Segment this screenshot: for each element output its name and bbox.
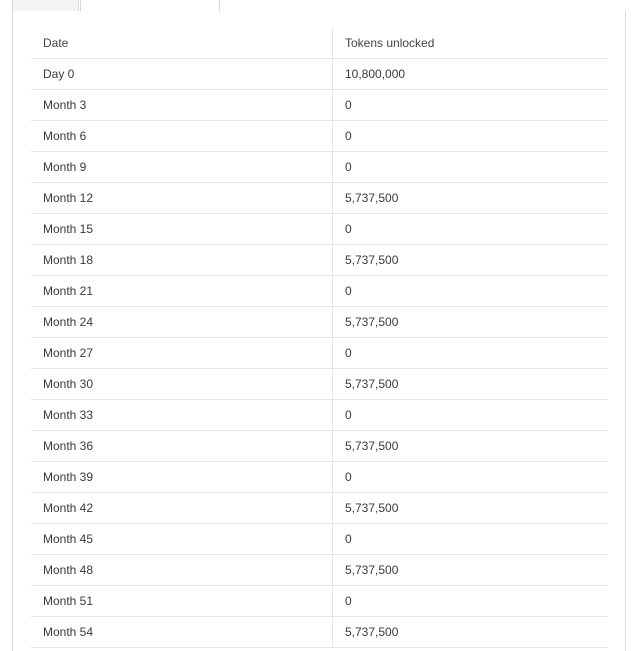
table-row bbox=[31, 214, 607, 245]
table-row bbox=[31, 555, 607, 586]
cell-tokens-unlocked: 5,737,500 bbox=[333, 245, 608, 276]
cell-date: Month 33 bbox=[31, 400, 333, 431]
cell-tokens-unlocked: 0 bbox=[333, 586, 608, 617]
table-header-row bbox=[31, 28, 607, 59]
cell-date: Month 51 bbox=[31, 586, 333, 617]
cell-tokens-unlocked: 5,737,500 bbox=[333, 493, 608, 524]
table-row bbox=[31, 462, 607, 493]
table-row bbox=[31, 431, 607, 462]
table-row bbox=[31, 369, 607, 400]
table-row bbox=[31, 276, 607, 307]
cell-date: Month 21 bbox=[31, 276, 333, 307]
cell-date: Month 9 bbox=[31, 152, 333, 183]
cell-date: Month 15 bbox=[31, 214, 333, 245]
table-row bbox=[31, 586, 607, 617]
cell-date: Month 48 bbox=[31, 555, 333, 586]
cell-date: Month 54 bbox=[31, 617, 333, 648]
cell-date: Month 12 bbox=[31, 183, 333, 214]
cell-tokens-unlocked: 5,737,500 bbox=[333, 617, 608, 648]
token-unlock-table bbox=[31, 28, 607, 648]
table-row bbox=[31, 59, 607, 90]
cell-date: Month 24 bbox=[31, 307, 333, 338]
cell-tokens-unlocked: 0 bbox=[333, 524, 608, 555]
cell-tokens-unlocked: 0 bbox=[333, 462, 608, 493]
table-row bbox=[31, 90, 607, 121]
cell-date: Month 27 bbox=[31, 338, 333, 369]
cell-tokens-unlocked: 5,737,500 bbox=[333, 369, 608, 400]
table-row bbox=[31, 493, 607, 524]
column-header-tokens-unlocked: Tokens unlocked bbox=[333, 28, 608, 59]
cell-tokens-unlocked: 0 bbox=[333, 90, 608, 121]
cell-date: Month 30 bbox=[31, 369, 333, 400]
cell-date: Month 39 bbox=[31, 462, 333, 493]
cell-date: Month 3 bbox=[31, 90, 333, 121]
cell-date: Month 18 bbox=[31, 245, 333, 276]
table-row bbox=[31, 121, 607, 152]
cell-tokens-unlocked: 0 bbox=[333, 400, 608, 431]
cell-date: Month 6 bbox=[31, 121, 333, 152]
table-row bbox=[31, 183, 607, 214]
cell-date: Month 45 bbox=[31, 524, 333, 555]
table-row bbox=[31, 245, 607, 276]
cell-tokens-unlocked: 0 bbox=[333, 276, 608, 307]
column-header-date: Date bbox=[31, 28, 333, 59]
table-row bbox=[31, 307, 607, 338]
cell-tokens-unlocked: 5,737,500 bbox=[333, 555, 608, 586]
cell-tokens-unlocked: 5,737,500 bbox=[333, 183, 608, 214]
table-row bbox=[31, 338, 607, 369]
cell-date: Day 0 bbox=[31, 59, 333, 90]
cell-date: Month 42 bbox=[31, 493, 333, 524]
cell-tokens-unlocked: 0 bbox=[333, 214, 608, 245]
table-row bbox=[31, 524, 607, 555]
cell-tokens-unlocked: 5,737,500 bbox=[333, 431, 608, 462]
cell-tokens-unlocked: 5,737,500 bbox=[333, 307, 608, 338]
cell-tokens-unlocked: 0 bbox=[333, 121, 608, 152]
tab-panel bbox=[12, 11, 626, 651]
cell-tokens-unlocked: 0 bbox=[333, 338, 608, 369]
table-row bbox=[31, 400, 607, 431]
table-row bbox=[31, 152, 607, 183]
table-row bbox=[31, 617, 607, 648]
table-body bbox=[31, 59, 607, 648]
cell-tokens-unlocked: 10,800,000 bbox=[333, 59, 608, 90]
cell-tokens-unlocked: 0 bbox=[333, 152, 608, 183]
cell-date: Month 36 bbox=[31, 431, 333, 462]
